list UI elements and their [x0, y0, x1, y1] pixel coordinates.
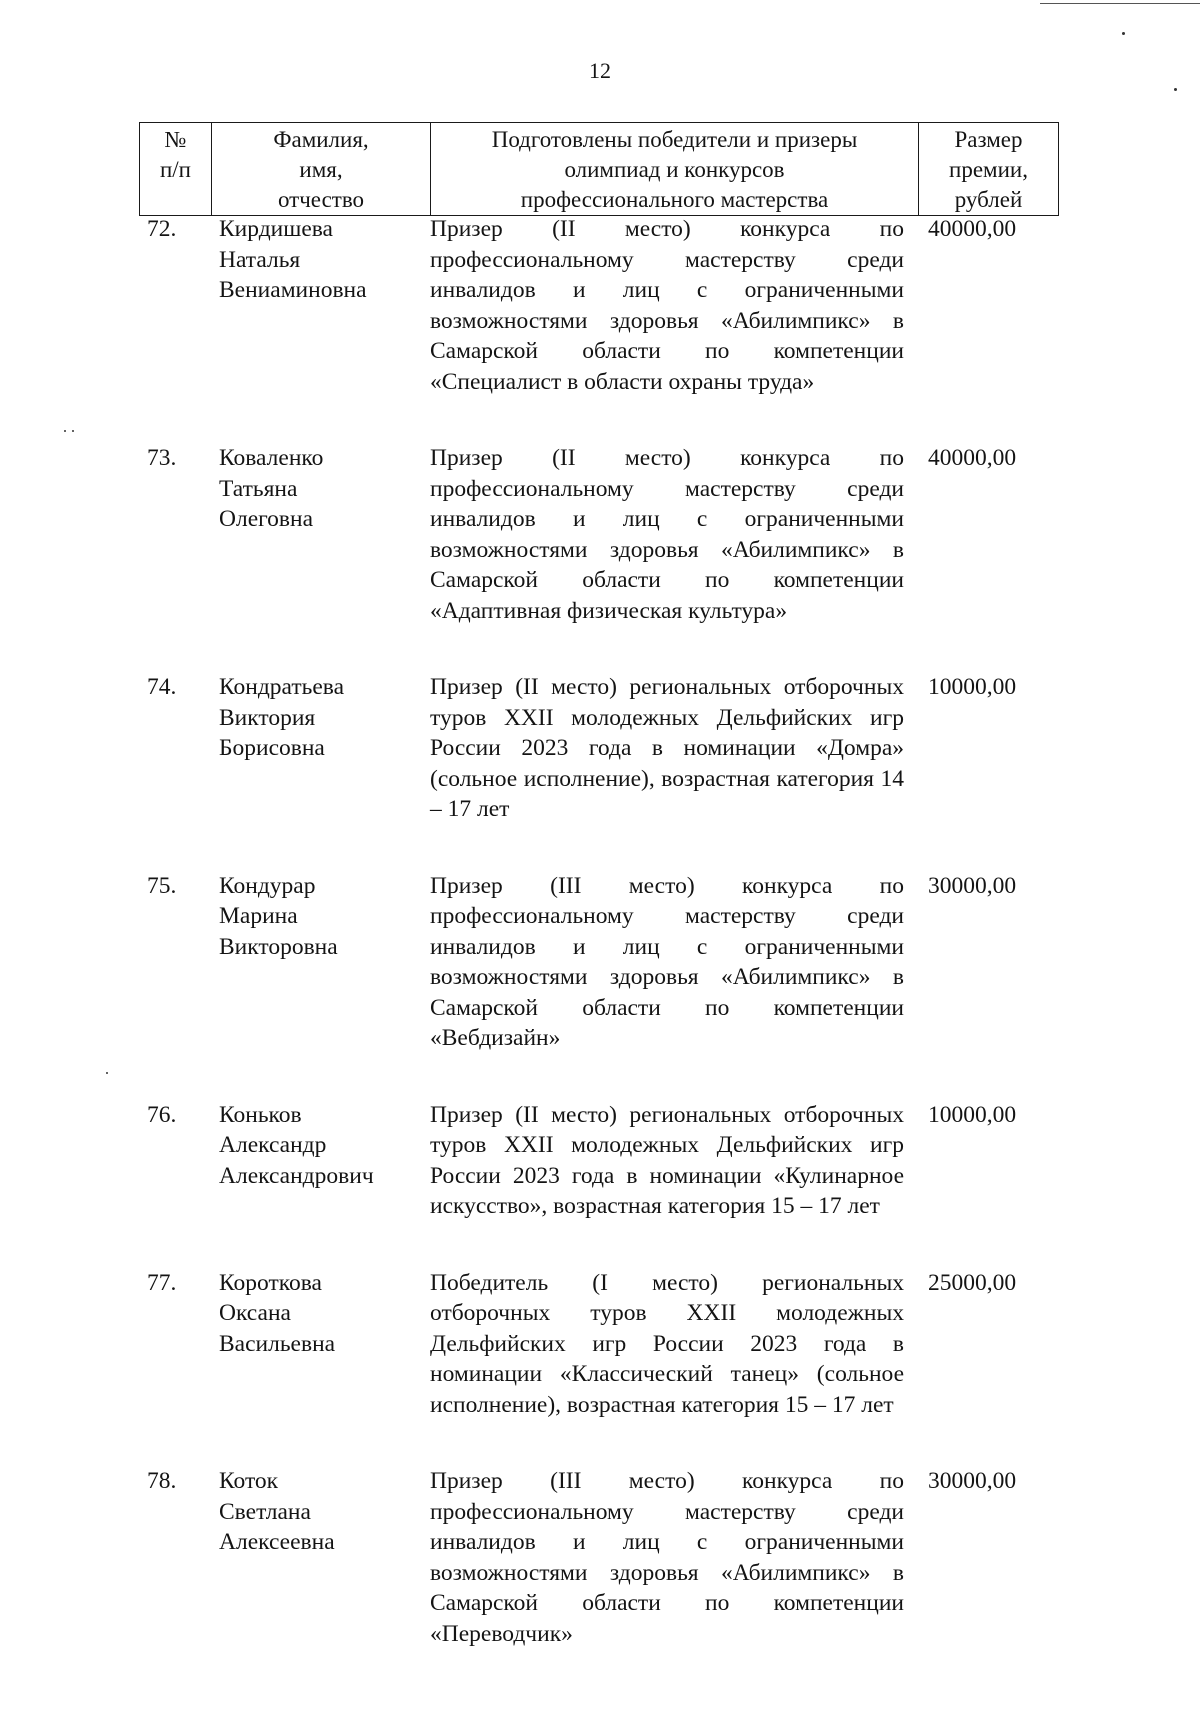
- prize-amount: 40000,00: [928, 216, 1017, 242]
- header-description: Подготовлены победители и призеры олимпиад и конкурсов профессионального мастерства: [431, 123, 919, 215]
- header-amount: Размер премии, рублей: [949, 127, 1028, 212]
- achievement-description: Победитель (I место) региональных отборочных туров XXII молодежных Дельфийских игр России 2023 года в номинации «Классический танец» (сольное исполнение), возрастная категория 15 – 17 лет: [430, 1269, 904, 1418]
- person-name: Кондратьева Виктория Борисовна: [219, 674, 344, 761]
- scan-speck: [1174, 88, 1177, 91]
- scan-speck: [64, 430, 66, 432]
- row-number: 78.: [147, 1468, 177, 1494]
- table-row: [139, 1466, 1059, 1649]
- scan-speck: [1122, 32, 1125, 35]
- table-header: [139, 122, 1059, 216]
- scan-edge-line: [1040, 3, 1200, 4]
- table-row: [139, 443, 1059, 626]
- achievement-description: Призер (III место) конкурса по профессиональному мастерству среди инвалидов и лиц с ограниченными возможностями здоровья «Абилимпикс» в Самарской области по компетенции «Переводчик»: [430, 1468, 904, 1647]
- table-row: [139, 1268, 1059, 1421]
- page-number: 12: [589, 58, 611, 83]
- person-name: Коваленко Татьяна Олеговна: [219, 445, 324, 532]
- scan-speck: [72, 430, 74, 432]
- achievement-description: Призер (II место) региональных отборочных туров XXII молодежных Дельфийских игр России 2023 года в номинации «Домра» (сольное исполнение), возрастная категория 14 – 17 лет: [430, 674, 904, 822]
- table-body: [139, 214, 1059, 1695]
- row-number: 73.: [147, 445, 177, 471]
- person-name: Кирдишева Наталья Вениаминовна: [219, 216, 367, 303]
- table-row: [139, 1100, 1059, 1222]
- prize-amount: 10000,00: [928, 674, 1017, 700]
- row-number: 76.: [147, 1101, 177, 1128]
- row-number: 72.: [147, 216, 177, 242]
- prize-amount: 30000,00: [928, 872, 1017, 899]
- person-name: Кондурар Марина Викторовна: [219, 872, 338, 960]
- achievement-description: Призер (II место) конкурса по профессиональному мастерству среди инвалидов и лиц с ограниченными возможностями здоровья «Абилимпикс» в Самарской области по компетенции «Специалист в области охраны труда»: [430, 216, 904, 395]
- prize-amount: 40000,00: [928, 445, 1017, 471]
- header-number: № п/п: [140, 123, 212, 215]
- prize-amount: 30000,00: [928, 1468, 1017, 1494]
- scan-speck: [106, 1072, 108, 1074]
- achievement-description: Призер (II место) региональных отборочных туров XXII молодежных Дельфийских игр России 2023 года в номинации «Кулинарное искусство», возрастная категория 15 – 17 лет: [430, 1101, 904, 1219]
- achievement-description: Призер (II место) конкурса по профессиональному мастерству среди инвалидов и лиц с ограниченными возможностями здоровья «Абилимпикс» в Самарской области по компетенции «Адаптивная физическая культура»: [430, 445, 904, 624]
- table-row: [139, 672, 1059, 825]
- person-name: Коток Светлана Алексеевна: [219, 1468, 335, 1555]
- row-number: 74.: [147, 674, 177, 700]
- person-name: Короткова Оксана Васильевна: [219, 1269, 336, 1357]
- prize-amount: 25000,00: [928, 1269, 1017, 1296]
- header-name: Фамилия, имя, отчество: [212, 123, 431, 215]
- table-row: [139, 214, 1059, 397]
- prize-amount: 10000,00: [928, 1101, 1017, 1128]
- table-row: [139, 871, 1059, 1054]
- row-number: 75.: [147, 872, 177, 899]
- row-number: 77.: [147, 1269, 177, 1296]
- achievement-description: Призер (III место) конкурса по профессиональному мастерству среди инвалидов и лиц с ограниченными возможностями здоровья «Абилимпикс» в Самарской области по компетенции «Вебдизайн»: [430, 872, 904, 1051]
- person-name: Коньков Александр Александрович: [219, 1101, 374, 1189]
